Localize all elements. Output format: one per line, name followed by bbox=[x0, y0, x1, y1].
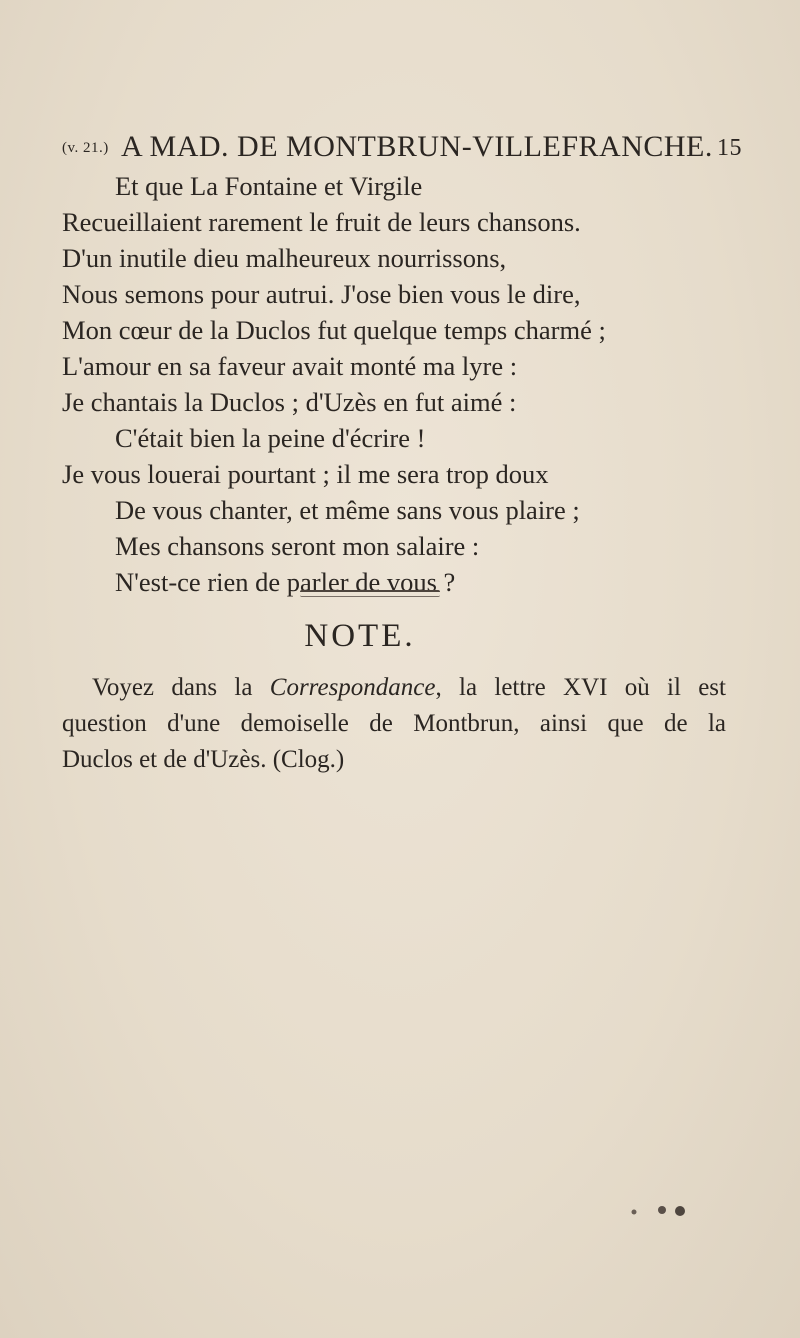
poem-line: L'amour en sa faveur avait monté ma lyre : bbox=[62, 351, 518, 381]
note-text: Voyez dans la bbox=[92, 674, 270, 701]
note-italic-title: Correspondance bbox=[269, 674, 436, 701]
poem-line: Et que La Fontaine et Virgile bbox=[115, 171, 423, 201]
ink-specks bbox=[620, 1198, 690, 1222]
poem-line: C'était bien la peine d'écrire ! bbox=[115, 423, 426, 453]
poem-line: D'un inutile dieu malheureux nourrissons, bbox=[62, 243, 507, 273]
note-line: question d'une demoiselle de Montbrun, ainsi que de la bbox=[62, 710, 726, 737]
poem-line: Mes chansons seront mon salaire : bbox=[115, 531, 480, 561]
poem-line: Je vous louerai pourtant ; il me sera trop doux bbox=[62, 459, 549, 489]
poem-line: Recueillaient rarement le fruit de leurs chansons. bbox=[62, 207, 581, 237]
note-line bbox=[62, 670, 726, 706]
note-text: , la lettre XVI où il est bbox=[435, 674, 726, 701]
note-heading: NOTE. bbox=[304, 618, 416, 654]
poem-line: N'est-ce rien de parler de vous ? bbox=[115, 567, 456, 597]
running-head bbox=[62, 128, 742, 168]
note-line: Duclos et de d'Uzès. (Clog.) bbox=[62, 746, 345, 773]
poem-line: Nous semons pour autrui. J'ose bien vous le dire, bbox=[62, 279, 581, 309]
poem-line: De vous chanter, et même sans vous plaire ; bbox=[115, 495, 580, 525]
poem-line: Je chantais la Duclos ; d'Uzès en fut aimé : bbox=[62, 387, 517, 417]
note-body bbox=[62, 670, 726, 778]
verse-reference: (v. 21.) bbox=[62, 140, 109, 157]
running-head-title: A MAD. DE MONTBRUN-VILLEFRANCHE. bbox=[121, 130, 713, 163]
page-number: 15 bbox=[717, 135, 742, 161]
section-divider bbox=[300, 590, 440, 597]
poem-line: Mon cœur de la Duclos fut quelque temps charmé ; bbox=[62, 315, 606, 345]
